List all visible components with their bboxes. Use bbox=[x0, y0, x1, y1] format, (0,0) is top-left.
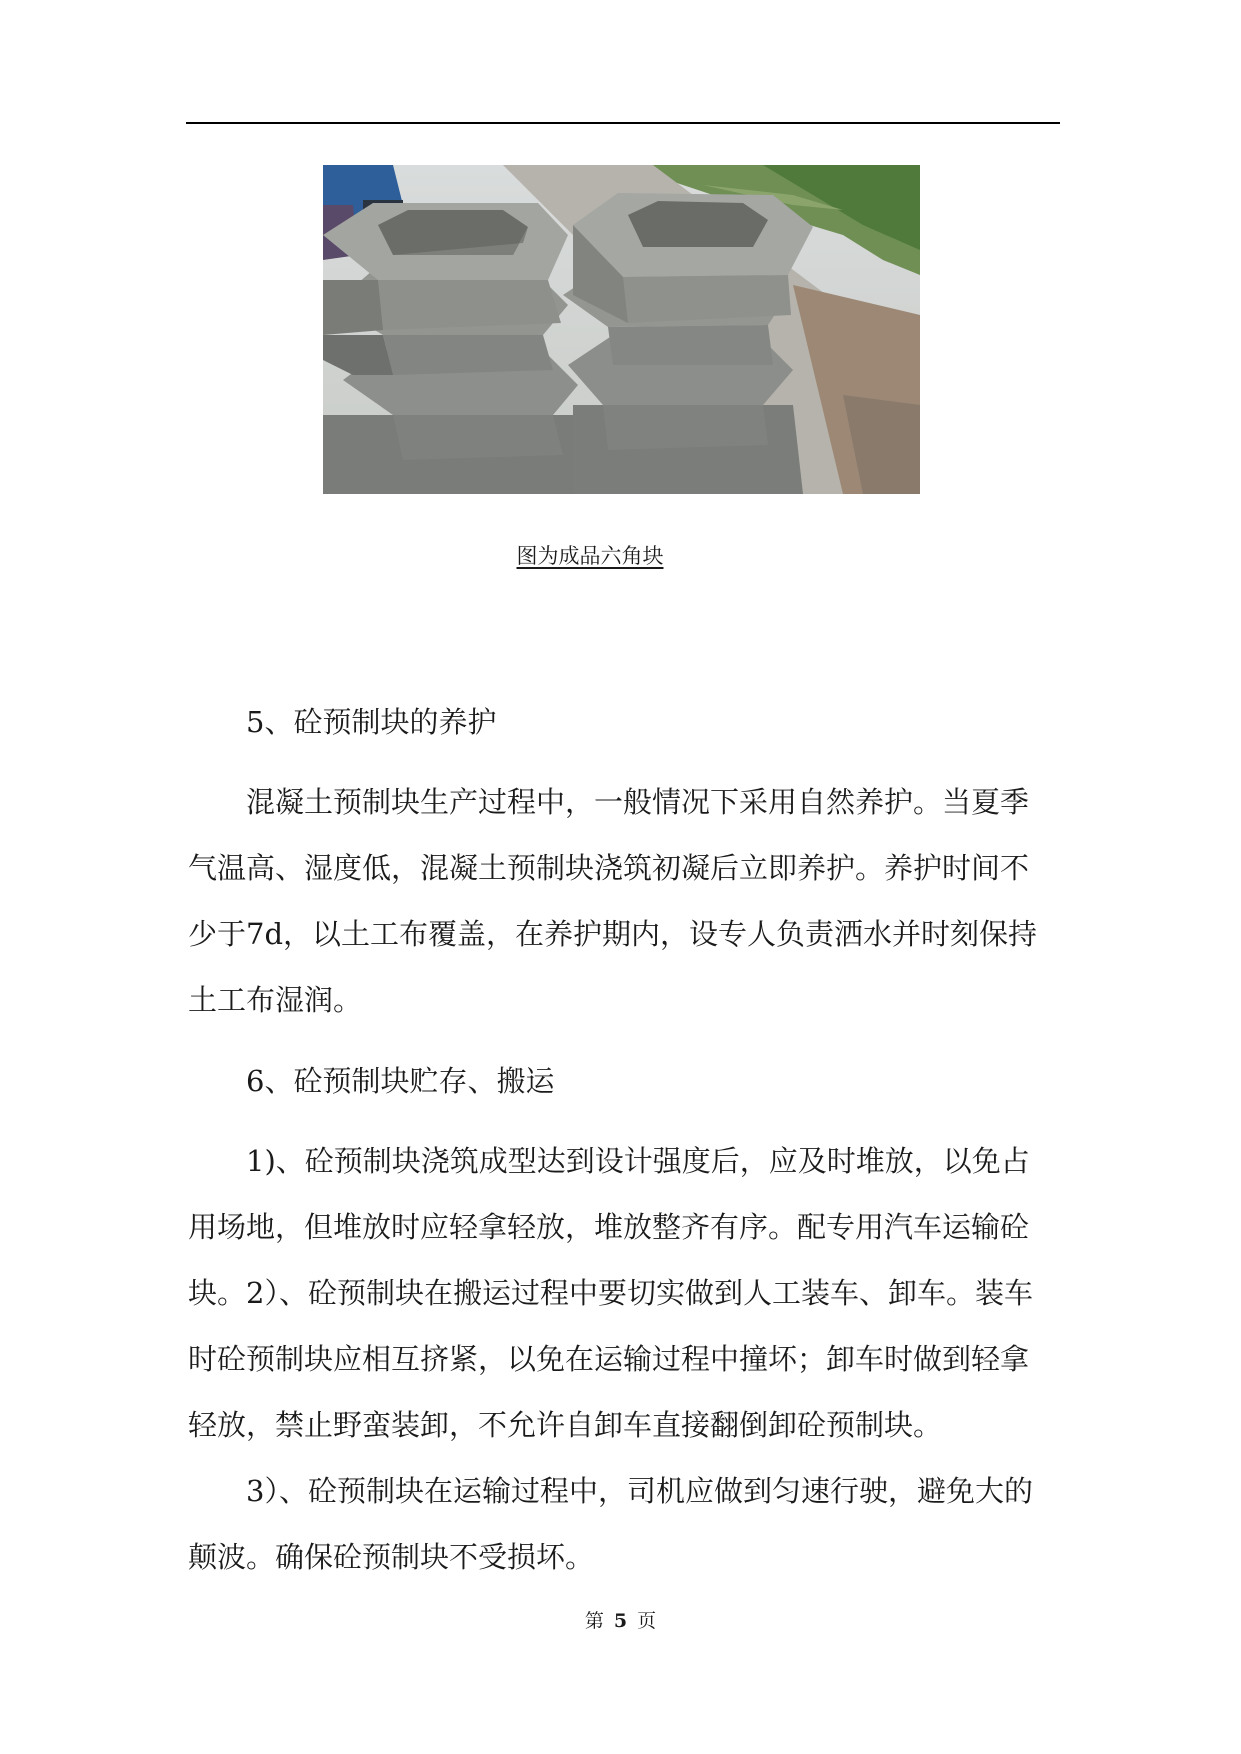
hexagon-blocks-photo bbox=[323, 165, 920, 494]
section5-heading: 5、砼预制块的养护 bbox=[246, 705, 497, 739]
header-rule bbox=[186, 122, 1060, 124]
section6-item-3: 3）、砼预制块在运输过程中，司机应做到匀速行驶，避免大的颠波。确保砼预制块不受损坏。 bbox=[188, 1474, 1033, 1574]
figure-caption: 图为成品六角块 bbox=[516, 544, 664, 568]
section5-paragraph: 混凝土预制块生产过程中，一般情况下采用自然养护。当夏季气温高、湿度低，混凝土预制块浇筑初凝后立即养护。养护时间不少于7d，以土工布覆盖，在养护期内，设专人负责洒水并时刻保持土工布湿润。 bbox=[188, 785, 1038, 1017]
page-footer bbox=[0, 1606, 1241, 1633]
page-number: 5 bbox=[613, 1610, 628, 1632]
section6-item-2: 2）、砼预制块在搬运过程中要切实做到人工装车、卸车。装车时砼预制块应相互挤紧，以免在运输过程中撞坏；卸车时做到轻拿轻放，禁止野蛮装卸，不允许自卸车直接翻倒卸砼预制块。 bbox=[188, 1276, 1033, 1442]
section6-heading: 6、砼预制块贮存、搬运 bbox=[246, 1064, 555, 1098]
page-number-prefix: 第 bbox=[584, 1610, 604, 1632]
section6-item-1: 1)、砼预制块浇筑成型达到设计强度后，应及时堆放，以免占用场地，但堆放时应轻拿轻放，堆放整齐有序。配专用汽车运输砼块。 bbox=[188, 1144, 1030, 1310]
page-number-suffix: 页 bbox=[637, 1610, 657, 1632]
